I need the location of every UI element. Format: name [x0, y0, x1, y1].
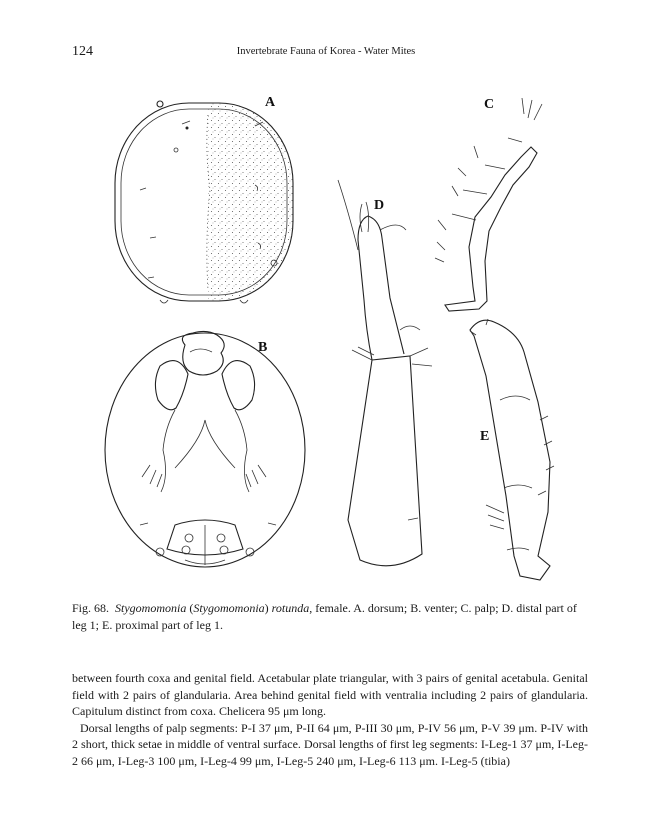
panel-label-c: C [484, 97, 495, 112]
caption-genus: Stygomomonia [115, 601, 187, 615]
body-text [72, 670, 588, 770]
caption-subgenus: Stygomomonia [193, 601, 265, 615]
panel-label-d: D [374, 198, 385, 213]
page-number: 124 [72, 44, 93, 59]
panel-a-dorsum-drawing [115, 101, 293, 303]
caption-species: rotunda [271, 601, 310, 615]
panel-e-leg-proximal-drawing [470, 319, 554, 580]
panel-c-palp-drawing [435, 98, 542, 311]
panel-label-a: A [265, 95, 276, 110]
panel-d-leg-distal-drawing [338, 180, 432, 566]
figure-caption [72, 600, 592, 634]
caption-lead: Fig. 68. [72, 601, 110, 615]
caption-subgenus-wrap: (Stygomomonia) [189, 601, 269, 615]
body-paragraph-1: between fourth coxa and genital field. Acetabular plate triangular, with 3 pairs of genital acetabula. Genital field with 2 pairs of glandularia. Area behind genital field with ventralia including 2 pairs of glandularia. Capitulum distinct from coxa. Chelicera 95 μm long. [72, 671, 588, 719]
panel-label-b: B [258, 340, 268, 355]
panel-label-e: E [480, 429, 490, 444]
caption-rest: , female. A. dorsum; B. venter; C. palp; D. distal part of leg 1; E. proximal part of leg 1. [72, 601, 577, 632]
panel-b-venter-drawing [105, 331, 305, 567]
running-head: Invertebrate Fauna of Korea - Water Mites [236, 46, 416, 57]
body-paragraph-2: Dorsal lengths of palp segments: P-I 37 μm, P-II 64 μm, P-III 30 μm, P-IV 56 μm, P-V 39 μm. P-IV with 2 short, thick setae in middle of ventral surface. Dorsal lengths of first leg segments: I-Leg-1 37 μm, I-Leg-2 66 μm, I-Leg-3 100 μm, I-Leg-4 99 μm, I-Leg-5 240 μm, I-Leg-6 113 μm. I-Leg-5 (tibia) [72, 720, 588, 768]
